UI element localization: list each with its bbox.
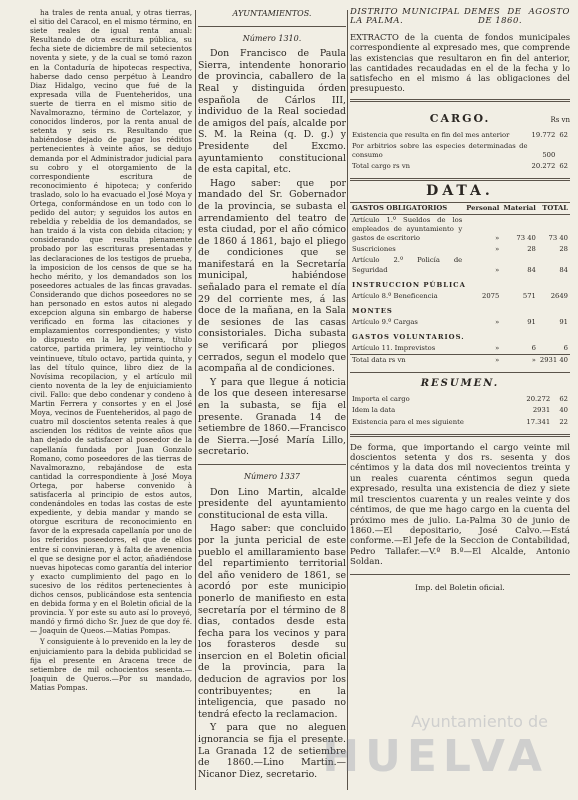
resumen-value: 2931 [532, 406, 551, 415]
double-rule [350, 178, 570, 181]
cargo-cents: 62 [559, 161, 568, 170]
data-total: 6 [563, 344, 568, 353]
data-total: 28 [559, 245, 568, 254]
data-label: Total data rs vn [352, 356, 406, 365]
header-total: TOTAL [542, 203, 568, 212]
data-row [350, 244, 570, 255]
resumen-label: Importa el cargo [352, 395, 410, 404]
data-label: Artículo 9.º Cargas [352, 317, 418, 326]
data-label: Artículo 1.º Sueldos de los empleados de ayuntamiento y gastos de escritorio [352, 216, 463, 243]
data-personal: » [495, 356, 500, 365]
notice-paragraph: Hago saber: que concluido por la junta pericial de este pueblo el amillaramiento base del repartimiento territorial del año venidero de 1861, se acordó por este municipio ponerlo de manifiesto en esta secretaría por el término de 8 dias, contados desde esta fecha para los vecinos y para los forasteros desde su insercion en el Boletin oficial de la provincia, para la deducion de agravios por los contribuyentes; en la inteligencia, que pasado no tendrá efecto la reclamacion. [198, 523, 346, 720]
data-row [350, 343, 570, 355]
data-material: 28 [527, 245, 536, 254]
extract-text: EXTRACTO de la cuenta de fondos municipales correspondiente al expresado mes, que comprende las existencias que resultaron en fin del anterior, las cantidades recaudadas en el de la fecha y lo satisfecho en el mismo á las obligaciones del presupuesto. [350, 32, 570, 94]
divider [350, 574, 570, 575]
header-material: Material [503, 203, 536, 212]
resumen-table [350, 394, 570, 427]
data-personal: » [495, 344, 500, 353]
resumen-cents: 22 [559, 417, 568, 426]
cargo-table [350, 130, 570, 172]
double-rule [350, 434, 570, 437]
data-label: Artículo 2.º Policía de Seguridad [352, 256, 463, 274]
section-name: MONTES [352, 306, 393, 315]
column-divider [195, 10, 196, 790]
data-personal: » [495, 265, 500, 274]
data-material: 73 40 [516, 234, 536, 243]
watermark-logo [322, 712, 548, 782]
header-gastos: GASTOS OBLIGATORIOS [352, 203, 448, 212]
judicial-text: ha trales de renta anual, y otras tierras, el sitio del Caracol, en el mismo término, en siete reales de igual renta anual: Resultando de otra escritura pública, su fecha siete de diciembre de mil setecientos noventa y siete, y de la cual se tomó razon en la Contaduría de hipotecas respectiva, haberse dado censo perpétuo à Leandro Diaz Hidalgo, vecino que fué de la expresada villa de Fuenteheridos, una suerte de tierra en el mismo sitio de Navalmorazno, término de Cortelazor, y conocidos linderos, por la renta anual de setenta y seis rs. Resultando que habiéndose dejado de pagar los réditos pertenecientes à veinte años, se dedujo demanda por el Administrador judicial para su cobro y el otorgamiento de la correspondiente escritura de reconocimiento é hipoteca; y conferido traslado, solo lo ha evacuado el José Moya y Ortega, conformándose en un todo con lo pedido del autor; y seguidos los autos en rebeldia y rebeldia de los demandados, se han traido á la vista con debida citacion; y considerando que resulta plenamente probado por las escrituras presentadas y las declaraciones de los testigos de prueba, la imposicion de los censos de que se ha hecho mérito, y los demandados son los poseedores actuales de las fincas gravadas. Considerando que dichos poseedores no se han personado en estos autos ni alegado excepcion alguna sin embargo de haberse verificado en forma las citaciones y emplazamientos correspondientes; y visto lo dispuesto en la ley primera, título catorce, partida primera, ley veintiocho y veintinueve, título octavo, partida quinta, y las del título quince, libro diez de la Novísima recopilacion, y el artículo mil ciento noventa de la ley de enjuiciamiento civil. Fallo: que debo condenar y condeno à Martin Ferrera y consortes y en el José Moya, vecinos de Fuenteheridos, al pago de cuatro mil doscientos setenta reales à que ascienden los réditos de veinte años que han dejado de satisfacer al poseedor de la capellanía fundada por Juan Gonzalo Romano, como poseedores de las tierras de Navalmorazno, rebajándose de esta cantidad la correspondiente à José Moya Ortega, por haberse convenido à satisfacerla al principio de estos autos, condenándoles en todas las costas de este expediente, y debia mandar y mando se otorgue escritura de reconocimiento en favor de la expresada capellanía por uno de los referidos poseedores, el que de ellos entre sí convinieran, y à falta de avenencia el que se designe por el actor, añadiéndose nuevas hipotecas como garantía del interior y exacto cumplimiento del pago en lo sucesivo de los réditos pertenecientes à dichos censos, publicándose esta sentencia en debida forma y en el Boletin oficial de la provincia. Y por este su auto así lo proveyó, mandó y firmó dicho Sr. Juez de que doy fé.— Joaquin de Queos.—Matias Pompas. [30, 8, 192, 636]
data-material: 6 [531, 344, 536, 353]
resumen-title: RESUMEN. [420, 378, 500, 390]
data-material: 91 [527, 317, 536, 326]
notice-paragraph: Y para que no aleguen ignorancia se fija el presente. La Granada 12 de setiembre de 1860.—Lino Martin.—Nicanor Diez, secretario. [198, 722, 346, 780]
data-material: 571 [522, 291, 536, 300]
imprint: Imp. del Boletin oficial. [415, 582, 505, 592]
notice-paragraph: Don Lino Martin, alcalde presidente del ayuntamiento constitucional de esta villa. [198, 486, 346, 521]
cargo-value: 19.772 [531, 130, 556, 139]
section-row [350, 276, 570, 291]
data-total: 73 40 [548, 234, 568, 243]
middle-column [198, 8, 346, 792]
district-name: DISTRITO MUNICIPAL DE LA PALMA. [350, 8, 479, 27]
data-total: 2931 40 [539, 356, 568, 365]
data-row [350, 215, 570, 245]
month-label: MES DE AGOSTO DE 1860. [478, 8, 570, 27]
cargo-row [350, 130, 570, 141]
cargo-heading [350, 108, 570, 129]
data-material: 84 [527, 265, 536, 274]
resumen-row [350, 394, 570, 405]
cargo-row [350, 141, 570, 161]
cargo-unit: Rs vn [550, 116, 570, 125]
data-row [350, 255, 570, 275]
data-label: Artículo 8.º Beneficencia [352, 291, 438, 300]
watermark-line2: HUELVA [322, 731, 548, 782]
column-divider [347, 10, 348, 790]
notice-number: Número 1310. [242, 33, 302, 43]
resumen-value: 17.341 [526, 417, 551, 426]
district-header [350, 8, 570, 26]
cargo-row [350, 161, 570, 172]
resumen-row [350, 405, 570, 416]
cargo-label: Total cargo rs vn [352, 161, 411, 170]
cargo-cents: 62 [559, 130, 568, 139]
cargo-value: 20.272 [531, 161, 556, 170]
data-total: 2649 [550, 291, 568, 300]
data-total: 84 [559, 265, 568, 274]
cargo-label: Por arbitrios sobre las especies determinadas de consumo [352, 141, 528, 159]
notice-paragraph: Hago saber: que por mandado del Sr. Gobernador de la provincia, se subasta el arrendamiento del teatro de esta ciudad, por el año cómico de 1860 á 1861, bajo el pliego de condiciones que se manifestará en la Secretaría municipal, habiéndose señalado para el remate el día 29 del corriente mes, á las doce de la mañana, en la Sala de sesiones de las casas consistoriales. Dicha subasta se verificará por pliegos cerrados, segun el modelo que acompaña al de condiciones. [198, 177, 346, 375]
resumen-label: Existencia para el mes siguiente [352, 417, 464, 426]
data-material: » [531, 356, 536, 365]
data-personal: » [495, 234, 500, 243]
resumen-row [350, 417, 570, 428]
notice-paragraph: Don Francisco de Paula Sierra, intendente honorario de provincia, caballero de la Real y distinguida órden española de Cárlos III, individuo de la Real sociedad de amigos del país, alcalde por S. M. la Reina (q. D. g.) y Presidente del Excmo. ayuntamiento constitucional de esta capital, etc. [198, 48, 346, 176]
cargo-title: CARGO. [429, 112, 491, 126]
data-table [350, 202, 570, 366]
data-row [350, 291, 570, 302]
data-label: Suscriciones [352, 245, 396, 254]
data-title: DATA. [426, 182, 494, 199]
closing-text: De forma, que importando el cargo veinte mil doscientos setenta y dos rs. sesenta y dos céntimos y la data dos mil novecientos treinta y un reales cuarenta céntimos segun queda expresado, resulta una existencia de diez y siete mil trescientos cuarenta y un reales veinte y dos céntimos, de que me hago cargo en la cuenta del próximo mes de julio. La-Palma 30 de junio de 1860.—El depositario, José Calvo.—Está conforme.—El Jefe de la Seccion de Contabilidad, Pedro Tallafer.—V.º B.º—El Alcalde, Antonio Soldan. [350, 442, 570, 568]
double-rule [350, 99, 570, 102]
data-label: Artículo 11. Imprevistos [352, 344, 436, 353]
header-personal: Personal [466, 203, 500, 212]
data-personal: 2075 [482, 291, 500, 300]
cargo-label: Existencia que resulta en fin del mes anterior [352, 130, 510, 139]
divider [198, 26, 346, 27]
data-personal: » [495, 245, 500, 254]
section-name: GASTOS VOLUNTARIOS. [352, 333, 465, 341]
data-row [350, 317, 570, 328]
section-name: INSTRUCCION PÚBLICA [352, 280, 466, 289]
watermark-line1: Ayuntamiento de [411, 712, 548, 731]
section-header: AYUNTAMIENTOS. [232, 9, 312, 18]
resumen-cents: 40 [559, 406, 568, 415]
notice-number: Número 1337 [243, 471, 300, 481]
resumen-cents: 62 [559, 395, 568, 404]
right-column [350, 8, 570, 792]
cargo-value: 500 [542, 150, 556, 159]
section-row [350, 302, 570, 317]
left-column [30, 8, 192, 792]
resumen-label: Idem la data [352, 406, 396, 415]
cargo-cents [557, 141, 570, 161]
section-row [350, 328, 570, 343]
resumen-value: 20.272 [526, 395, 551, 404]
data-total-row [350, 355, 570, 367]
data-personal: » [495, 317, 500, 326]
data-total: 91 [559, 317, 568, 326]
judicial-text-closing: Y consiguiente à lo prevenido en la ley de enjuiciamiento para la debida publicidad se fija el presente en Aracena trece de setiembre de mil ochocientos sesenta.—Joaquin de Queros.—Por su mandado, Matias Pompas. [30, 637, 192, 692]
notice-paragraph: Y para que llegue á noticia de los que deseen interesarse en la subasta, se fija el presente. Granada 14 de setiembre de 1860.—Francisco de Sierra.—José María Lillo, secretario. [198, 376, 346, 458]
divider [350, 372, 570, 373]
divider [198, 464, 346, 465]
